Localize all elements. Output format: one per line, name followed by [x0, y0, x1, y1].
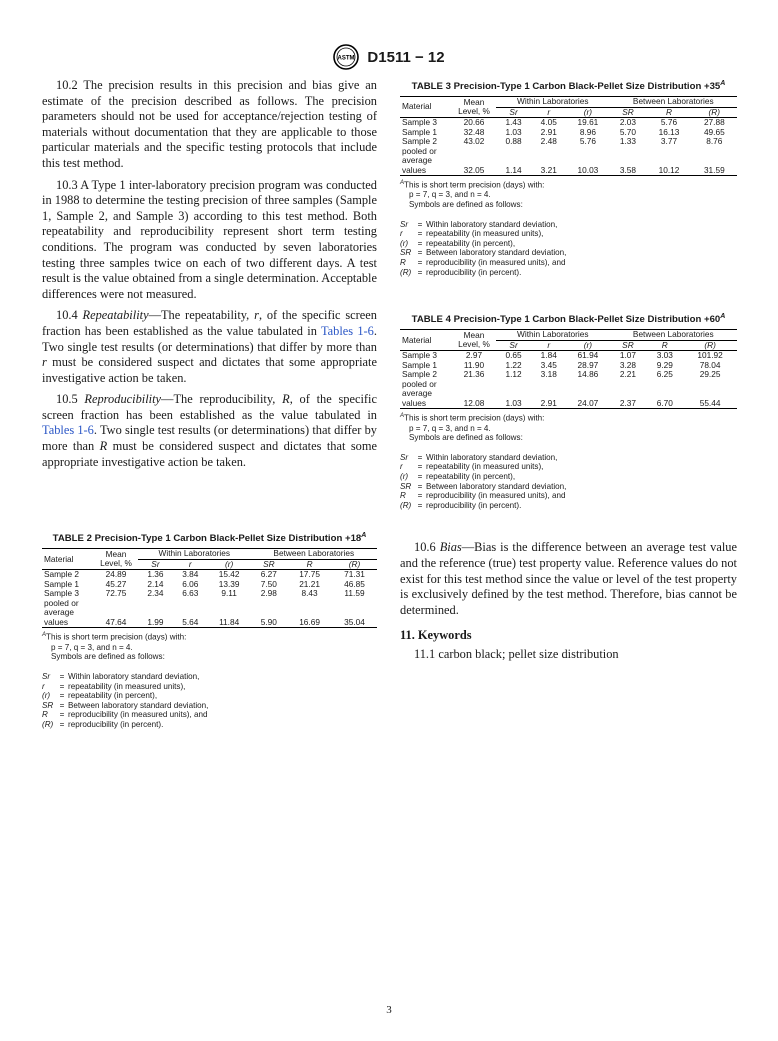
col-header-r_pct: (r) — [566, 340, 609, 351]
cell-value: 46.85 — [344, 578, 365, 589]
col-header-material: Material — [42, 549, 94, 570]
cell-value: 14.86 — [577, 369, 599, 380]
symbol-definition: r = repeatability (in measured units), — [42, 681, 186, 691]
cell-value: 15.42 — [218, 569, 240, 580]
cell-value: 21.21 — [299, 578, 320, 589]
cell-value: 1.43 — [505, 117, 522, 128]
cell-value: 43.02 — [463, 136, 485, 147]
row-label: Sample 3 — [402, 117, 438, 128]
symbol-definition: SR = Between laboratory standard deviation, — [42, 700, 209, 710]
cell-value: 2.48 — [540, 136, 557, 147]
cell-value: 2.91 — [531, 380, 566, 409]
cell-value: 32.05 — [452, 147, 496, 176]
cell-value: 7.50 — [260, 578, 277, 589]
cell-value: 35.04 — [332, 599, 377, 628]
page-header — [0, 44, 778, 70]
cell-value: 45.27 — [105, 578, 127, 589]
row-label: Sample 2 — [44, 569, 80, 580]
astm-logo-icon — [333, 44, 359, 70]
col-header-SR: SR — [610, 107, 647, 118]
cell-value: 8.43 — [301, 588, 318, 599]
symbol-definition: Sr = Within laboratory standard deviation, — [400, 219, 558, 229]
col-header-sr: Sr — [496, 107, 531, 118]
table-row-pooled — [42, 599, 377, 628]
col-header-R: R — [287, 559, 332, 570]
col-header-within: Within Laboratories — [496, 330, 610, 341]
cell-value: 1.99 — [138, 599, 173, 628]
col-header-R_pct: (R) — [332, 559, 377, 570]
col-header-within: Within Laboratories — [138, 549, 251, 560]
cell-value: 55.44 — [683, 380, 737, 409]
cell-value: 49.65 — [703, 126, 725, 137]
term-bias: Bias — [439, 540, 462, 555]
cell-value: 78.04 — [699, 359, 721, 370]
col-header-between: Between Laboratories — [251, 549, 377, 560]
table-row — [400, 118, 737, 128]
cell-value: 61.94 — [577, 350, 599, 361]
paragraph-10-3: 10.3 A Type 1 inter-laboratory precision program was conducted in 1988 to determine the testing precision of three samples (Sample 1, Sample 2, and Sample 3) according to this test method. Both repeatability and reproducibility represent short term testing conditions. The program was conducted by seven laboratories testing three samples twice on each of two different days. A test result is the value obtained from a single determination. Acceptable differences were not measured. — [42, 177, 377, 301]
cell-value: 5.64 — [173, 599, 208, 628]
symbol-definition: Sr = Within laboratory standard deviation, — [400, 452, 558, 462]
symbol-definition: (r) = repeatability (in percent), — [42, 691, 158, 701]
col-header-material: Material — [400, 330, 452, 351]
table-footnote: $^A$This is short term precision (days) with: p = 7, q = 3, and n = 4. Symbols are defined as follows: — [400, 413, 545, 443]
col-header-SR: SR — [251, 559, 288, 570]
cell-value: 2.91 — [540, 126, 557, 137]
col-header-R: R — [646, 107, 691, 118]
cell-value: 32.48 — [463, 126, 485, 137]
term-repeatability: Repeatability — [82, 308, 149, 323]
cell-value: 47.64 — [94, 599, 138, 628]
table-footnote: $^A$This is short term precision (days) with: p = 7, q = 3, and n = 4. Symbols are defined as follows: — [42, 632, 187, 662]
table-row — [42, 570, 377, 580]
col-header-r: r — [531, 340, 566, 351]
cell-value: 31.59 — [692, 147, 737, 176]
cell-value: 4.05 — [540, 117, 557, 128]
table-title: TABLE 3 Precision-Type 1 Carbon Black-Pellet Size Distribution $+35^A$ — [411, 80, 726, 93]
table-row — [42, 580, 377, 590]
table-3 — [400, 78, 737, 277]
symbol-definition: Sr = Within laboratory standard deviation, — [42, 671, 200, 681]
cell-value: 28.97 — [577, 359, 599, 370]
cell-value: 16.13 — [658, 126, 680, 137]
row-label: Sample 1 — [402, 359, 438, 370]
cell-value: 1.07 — [619, 350, 637, 361]
page-number: 3 — [386, 1004, 392, 1016]
cell-value: 3.21 — [531, 147, 566, 176]
cell-value: 6.70 — [646, 380, 683, 409]
symbol-definition: R = reproducibility (in measured units), and — [400, 258, 566, 268]
cell-value: 3.03 — [656, 350, 673, 361]
cell-value: 11.59 — [344, 588, 365, 599]
col-header-R_pct: (R) — [692, 107, 737, 118]
cell-value: 101.92 — [697, 350, 723, 361]
cell-value: 9.29 — [656, 359, 673, 370]
cell-value: 1.14 — [496, 147, 531, 176]
col-header-SR: SR — [610, 340, 647, 351]
col-header-mean: Mean Level, % — [452, 97, 496, 118]
table-row — [400, 351, 737, 361]
cell-value: 1.12 — [505, 369, 522, 380]
cell-value: 6.25 — [656, 369, 673, 380]
cell-value: 6.63 — [182, 588, 199, 599]
symbol-definition: r = repeatability (in measured units), — [400, 229, 544, 239]
cell-value: 29.25 — [699, 369, 721, 380]
precision-table — [400, 96, 737, 176]
cell-value: 9.11 — [221, 588, 237, 599]
cell-value: 1.84 — [540, 350, 557, 361]
col-header-between: Between Laboratories — [610, 330, 737, 341]
cell-value: 8.76 — [706, 136, 723, 147]
col-header-sr: Sr — [138, 559, 173, 570]
right-column — [400, 78, 737, 665]
cell-value: 2.37 — [610, 380, 647, 409]
cell-value: 3.84 — [182, 569, 199, 580]
col-header-mean: Mean Level, % — [452, 330, 496, 351]
cell-value: 2.34 — [147, 588, 164, 599]
cell-value: 1.03 — [496, 380, 531, 409]
cell-value: 24.07 — [566, 380, 609, 409]
row-label: Sample 1 — [44, 578, 80, 589]
symbol-legend — [400, 220, 737, 278]
row-label: Sample 1 — [402, 126, 438, 137]
symbol-legend — [400, 453, 737, 511]
col-header-between: Between Laboratories — [610, 97, 737, 108]
standard-designation: D1511 − 12 — [367, 48, 445, 66]
cell-value: 2.14 — [147, 578, 164, 589]
cell-value: 5.76 — [579, 136, 596, 147]
cell-value: 6.06 — [182, 578, 199, 589]
table-row — [42, 589, 377, 599]
table-4 — [400, 311, 737, 510]
paragraph-10-6: 10.6 Bias—Bias is the difference between an average test value and the reference (true) test property value. Reference values do not exist for this test method since the value or level of the test property is exclusively defined by the test method. Therefore, bias cannot be determined. — [400, 540, 738, 617]
tables-link[interactable]: Tables 1-6 — [42, 423, 94, 438]
cell-value: 10.03 — [566, 147, 609, 176]
row-label: Sample 3 — [402, 350, 438, 361]
paragraph-10-2: 10.2 The precision results in this precision and bias give an estimate of the precision described as follows. The precision parameters should not be used for acceptance/rejection testing of materials without documentation that they are applicable to those particular materials and the specific testing protocols that include this test method. — [42, 78, 377, 170]
cell-value: 0.65 — [505, 350, 522, 361]
cell-value: 13.39 — [218, 578, 240, 589]
col-header-mean: Mean Level, % — [94, 549, 138, 570]
term-reproducibility: Reproducibility — [84, 392, 162, 407]
table-title: TABLE 4 Precision-Type 1 Carbon Black-Pellet Size Distribution $+60^A$ — [411, 313, 726, 326]
cell-value: 21.36 — [463, 369, 485, 380]
cell-value: 20.66 — [463, 117, 485, 128]
symbol-definition: (r) = repeatability (in percent), — [400, 238, 516, 248]
table-row — [400, 137, 737, 147]
section-heading-keywords: 11. Keywords — [400, 628, 472, 643]
table-row — [400, 128, 737, 138]
col-header-r: r — [531, 107, 566, 118]
cell-value: 0.88 — [505, 136, 522, 147]
cell-value: 16.69 — [287, 599, 332, 628]
col-header-r: r — [173, 559, 208, 570]
cell-value: 2.21 — [619, 369, 637, 380]
table-row-pooled — [400, 147, 737, 176]
cell-value: 5.90 — [251, 599, 288, 628]
cell-value: 8.96 — [579, 126, 596, 137]
table-2 — [42, 530, 377, 729]
cell-value: 11.84 — [208, 599, 251, 628]
col-header-R_pct: (R) — [683, 340, 737, 351]
row-label: Sample 3 — [44, 588, 80, 599]
cell-value: 72.75 — [105, 588, 127, 599]
tables-link[interactable]: Tables 1-6 — [320, 323, 374, 338]
symbol-definition: SR = Between laboratory standard deviation, — [400, 248, 567, 258]
col-header-r_pct: (r) — [566, 107, 609, 118]
row-label: Sample 2 — [402, 369, 438, 380]
cell-value: 1.22 — [505, 359, 522, 370]
cell-value: 2.03 — [619, 117, 637, 128]
precision-table — [400, 329, 737, 409]
cell-value: 5.76 — [660, 117, 678, 128]
logo-text: ASTM — [337, 55, 355, 62]
symbol-definition: (R) = reproducibility (in percent). — [42, 719, 164, 729]
symbol-definition: SR = Between laboratory standard deviation, — [400, 481, 567, 491]
cell-value: 27.88 — [703, 117, 725, 128]
col-header-r_pct: (r) — [208, 559, 251, 570]
row-label: pooled or average values — [400, 380, 452, 409]
cell-value: 2.98 — [260, 588, 277, 599]
cell-value: 3.28 — [619, 359, 637, 370]
symbol-definition: R = reproducibility (in measured units), and — [400, 491, 566, 501]
row-label: pooled or average values — [400, 147, 452, 176]
symbol-definition: (R) = reproducibility (in percent). — [400, 267, 522, 277]
cell-value: 3.45 — [540, 359, 557, 370]
cell-value: 2.97 — [465, 350, 483, 361]
precision-table — [42, 548, 377, 628]
paragraph-10-5: 10.5 Reproducibility—The reproducibility, R, of the specific screen fraction has been established as the value tabulated in Tables 1-6. Two single test results (or determinations) that differ by more than R must be considered suspect and dictates that some appropriate investigative action be taken. — [42, 392, 377, 469]
paragraph-11-1: 11.1 carbon black; pellet size distribution — [414, 647, 619, 662]
table-footnote: $^A$This is short term precision (days) with: p = 7, q = 3, and n = 4. Symbols are defined as follows: — [400, 180, 545, 210]
cell-value: 3.77 — [660, 136, 678, 147]
cell-value: 12.08 — [452, 380, 496, 409]
symbol-definition: (r) = repeatability (in percent), — [400, 472, 516, 482]
cell-value: 17.75 — [299, 569, 320, 580]
cell-value: 24.89 — [105, 569, 127, 580]
row-label: pooled or average values — [42, 599, 94, 628]
cell-value: 3.58 — [610, 147, 647, 176]
table-title: TABLE 2 Precision-Type 1 Carbon Black-Pellet Size Distribution $+18^A$ — [52, 532, 367, 545]
paragraph-10-4: 10.4 Repeatability—The repeatability, r, of the specific screen fraction has been established as the value tabulated in Tables 1-6. Two single test results (or determinations) that differ by more than r must be considered suspect and dictates that some appropriate investigative action be taken. — [42, 308, 377, 385]
table-row — [400, 361, 737, 371]
symbol-definition: (R) = reproducibility (in percent). — [400, 500, 522, 510]
cell-value: 1.03 — [505, 126, 522, 137]
cell-value: 6.27 — [260, 569, 277, 580]
col-header-sr: Sr — [496, 340, 531, 351]
symbol-legend — [42, 672, 377, 730]
cell-value: 3.18 — [540, 369, 557, 380]
cell-value: 11.90 — [463, 359, 485, 370]
left-column — [42, 78, 377, 729]
table-row-pooled — [400, 380, 737, 409]
row-label: Sample 2 — [402, 136, 438, 147]
col-header-material: Material — [400, 97, 452, 118]
cell-value: 5.70 — [619, 126, 637, 137]
cell-value: 1.36 — [147, 569, 164, 580]
cell-value: 71.31 — [344, 569, 365, 580]
symbol-definition: r = repeatability (in measured units), — [400, 462, 544, 472]
col-header-within: Within Laboratories — [496, 97, 610, 108]
symbol-definition: R = reproducibility (in measured units), and — [42, 710, 208, 720]
cell-value: 19.61 — [577, 117, 599, 128]
cell-value: 1.33 — [619, 136, 637, 147]
col-header-R: R — [646, 340, 683, 351]
table-row — [400, 370, 737, 380]
cell-value: 10.12 — [646, 147, 691, 176]
